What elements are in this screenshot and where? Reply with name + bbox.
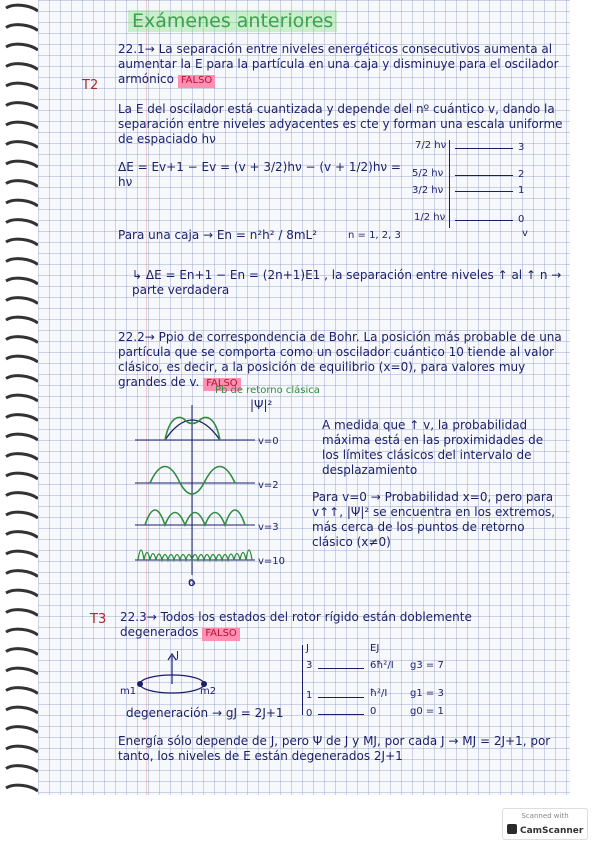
rotor-degeneracy: degeneración → gJ = 2J+1 <box>126 706 284 720</box>
v-label: v=10 <box>258 556 286 567</box>
spiral-ring <box>6 337 38 343</box>
rotor-level-line <box>318 697 364 698</box>
level-v-label: 1 <box>518 185 525 196</box>
q1-box-separation: ↳ ΔE = En+1 − En = (2n+1)E1 , la separación entre niveles ↑ al ↑ n → parte verdadera <box>132 268 562 297</box>
level-energy-label: 1/2 hν <box>414 212 446 223</box>
rotor-J-label: J <box>306 643 309 654</box>
q2-question-text: 22.2→ Ppio de correspondencia de Bohr. La posición más probable de una partícula que se comporta como un oscilador cuántico 10 tiende al valor clásico, es decir, a la posición de equilibrio (x=0), para valores muy grandes de v. <box>118 330 562 389</box>
wave-v3 <box>145 510 245 525</box>
q1-equation: ΔE = Ev+1 − Ev = (v + 3/2)hν − (v + 1/2)hν = hν <box>118 160 401 189</box>
q2-note-2: Para v=0 → Probabilidad x=0, pero para v↑↑, |Ψ|² se encuentra en los extremos, más cerca de los puntos de retorno clásico (x≠0) <box>312 490 556 549</box>
spiral-ring <box>6 649 38 655</box>
page-title: Exámenes anteriores <box>128 10 337 32</box>
mass-2-label: m2 <box>200 686 217 697</box>
spiral-ring <box>6 415 38 421</box>
q1-box-n: n = 1, 2, 3 <box>348 230 401 241</box>
level-energy-label: 7/2 hν <box>415 140 447 151</box>
spiral-ring <box>6 454 38 460</box>
spiral-ring <box>6 707 38 713</box>
q1-box-equation: Para una caja → En = n²h² / 8mL² <box>118 228 318 242</box>
spiral-ring <box>6 668 38 674</box>
spiral-ring <box>6 356 38 362</box>
level-axis <box>449 140 450 228</box>
spiral-ring <box>6 239 38 245</box>
origin-label: 0 <box>188 578 195 589</box>
level-v-label: 0 <box>518 214 525 225</box>
spiral-ring <box>6 551 38 557</box>
spiral-ring <box>6 5 38 11</box>
wave-v10 <box>138 550 252 560</box>
level-v-label: 2 <box>518 169 525 180</box>
mass-1 <box>137 681 143 687</box>
q1-question-text: 22.1→ La separación entre niveles energéticos consecutivos aumenta al aumentar la E para la partícula en una caja y disminuye para el oscilador armónico <box>118 42 559 86</box>
spiral-ring <box>6 590 38 596</box>
spiral-ring <box>6 629 38 635</box>
v-label: v=3 <box>258 522 279 533</box>
spiral-ring <box>6 434 38 440</box>
spiral-binding <box>0 0 40 800</box>
rotor-vector-label: J <box>176 650 179 661</box>
rotor-level-J: 0 <box>306 708 313 719</box>
spiral-ring <box>6 473 38 479</box>
rotor-level-degeneracy: g3 = 7 <box>410 660 444 671</box>
rotor-level-J: 3 <box>306 660 313 671</box>
q2-statement <box>118 330 568 391</box>
camscanner-logo-icon <box>507 824 517 834</box>
spiral-ring <box>6 766 38 772</box>
q3-conclusion: Energía sólo depende de J, pero Ψ de J y MJ, por cada J → MJ = 2J+1, por tanto, los niveles de E están degenerados 2J+1 <box>118 734 551 763</box>
spiral-ring <box>6 64 38 70</box>
spiral-ring <box>6 610 38 616</box>
q3-question-text: 22.3→ Todos los estados del rotor rígido están doblemente degenerados <box>120 610 472 639</box>
mass-1-label: m1 <box>120 686 137 697</box>
q1-statement <box>118 42 563 88</box>
spiral-ring <box>6 44 38 50</box>
q2-note-1: A medida que ↑ v, la probabilidad máxima está en las proximidades de los límites clásicos del intervalo de desplazamiento <box>322 418 544 477</box>
topic-tag-t3: T3 <box>90 612 107 627</box>
spiral-ring <box>6 571 38 577</box>
spiral-ring <box>6 220 38 226</box>
q2-verdict-badge: FALSO <box>203 378 240 391</box>
probability-density-graph <box>130 395 265 590</box>
spiral-ring <box>6 493 38 499</box>
rotor-level-energy: ħ²/I <box>370 688 388 699</box>
level-line <box>455 175 513 176</box>
rotor-EJ-label: EJ <box>370 643 380 654</box>
level-line <box>455 191 513 192</box>
level-axis-label: v <box>522 228 528 239</box>
spiral-ring <box>6 259 38 265</box>
level-energy-label: 5/2 hν <box>412 168 444 179</box>
watermark-caption: Scanned with <box>521 812 569 820</box>
topic-tag-t2: T2 <box>82 78 99 93</box>
rotor-level-J: 1 <box>306 690 313 701</box>
rotor-level-line <box>318 714 364 715</box>
q3-statement <box>120 610 550 641</box>
v-label: v=0 <box>258 436 279 447</box>
rotor-axis <box>302 645 303 715</box>
psi-squared-label: |Ψ|² <box>250 398 273 412</box>
spiral-ring <box>6 746 38 752</box>
q3-verdict-badge: FALSO <box>202 628 239 641</box>
spiral-ring <box>6 512 38 518</box>
spiral-ring <box>6 688 38 694</box>
watermark-brand-text: CamScanner <box>520 826 584 836</box>
spiral-ring <box>6 103 38 109</box>
watermark-brand <box>507 824 583 836</box>
spiral-ring <box>6 83 38 89</box>
spiral-ring <box>6 298 38 304</box>
spiral-ring <box>6 785 38 791</box>
spiral-ring <box>6 278 38 284</box>
rotor-level-line <box>318 668 364 669</box>
level-v-label: 3 <box>518 142 525 153</box>
q1-explanation: La E del oscilador está cuantizada y depende del nº cuántico v, dando la separación entre niveles adyacentes es cte y forman una escala uniforme de espaciado hν <box>118 102 563 146</box>
spiral-ring <box>6 200 38 206</box>
v-label: v=2 <box>258 480 279 491</box>
spiral-ring <box>6 376 38 382</box>
rotor-level-degeneracy: g0 = 1 <box>410 706 444 717</box>
rotor-level-degeneracy: g1 = 3 <box>410 688 444 699</box>
spiral-ring <box>6 532 38 538</box>
level-line <box>455 220 513 221</box>
spiral-ring <box>6 161 38 167</box>
camscanner-watermark <box>502 808 588 840</box>
level-energy-label: 3/2 hν <box>412 185 444 196</box>
spiral-ring <box>6 181 38 187</box>
q1-verdict-badge: FALSO <box>178 75 215 88</box>
rotor-level-energy: 6ħ²/I <box>370 660 394 671</box>
spiral-ring <box>6 395 38 401</box>
spiral-ring <box>6 25 38 31</box>
rotor-level-energy: 0 <box>370 706 377 717</box>
spiral-ring <box>6 142 38 148</box>
spiral-ring <box>6 122 38 128</box>
spiral-ring <box>6 317 38 323</box>
level-line <box>455 148 513 149</box>
classical-return-label: Pb de retorno clásica <box>215 385 320 396</box>
spiral-ring <box>6 727 38 733</box>
